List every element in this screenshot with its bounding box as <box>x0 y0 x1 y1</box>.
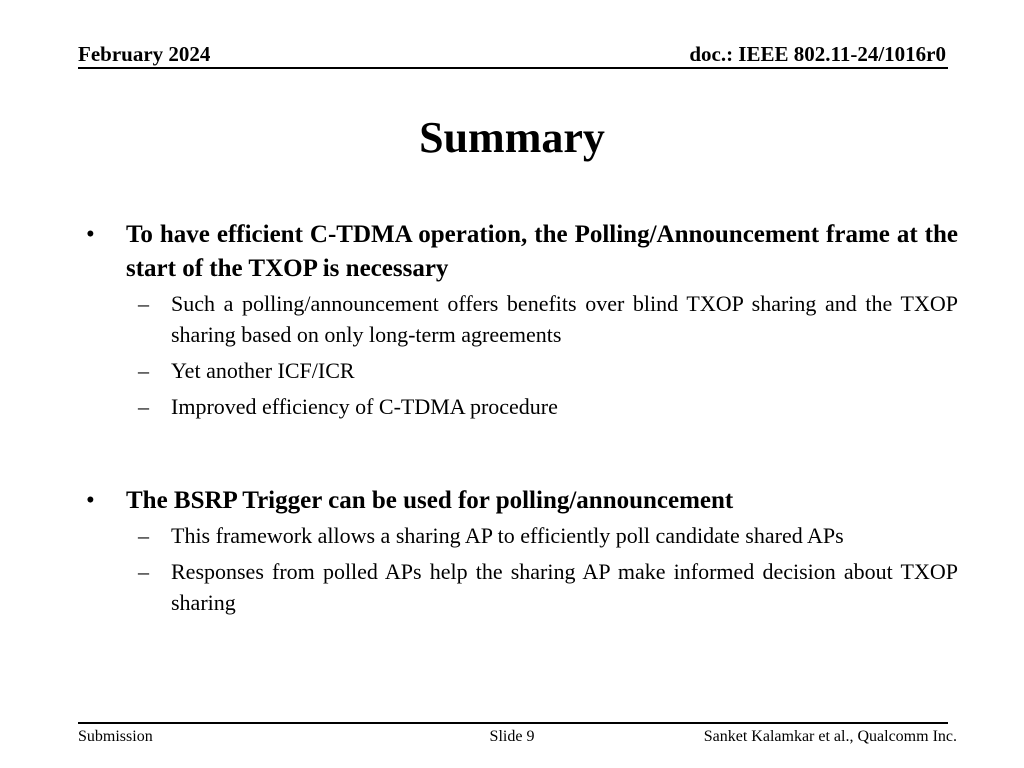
bullet-item <box>80 484 958 518</box>
header-doc-id: doc.: IEEE 802.11-24/1016r0 <box>689 42 946 66</box>
bullet-marker: • <box>86 487 95 514</box>
sub-bullet-item <box>80 391 958 422</box>
sub-bullet-item <box>80 355 958 386</box>
slide-title: Summary <box>419 113 605 162</box>
sub-bullet-marker: – <box>138 358 149 383</box>
sub-bullet-text: Yet another ICF/ICR <box>171 358 355 383</box>
sub-bullet-marker: – <box>138 523 149 548</box>
sub-bullet-list <box>80 288 958 422</box>
sub-bullet-marker: – <box>138 559 149 584</box>
sub-bullet-item <box>80 520 958 551</box>
bullet-marker: • <box>86 221 95 248</box>
footer-authors: Sanket Kalamkar et al., Qualcomm Inc. <box>703 728 957 745</box>
sub-bullet-marker: – <box>138 291 149 316</box>
spacer <box>80 427 958 484</box>
sub-bullet-text: Such a polling/announcement offers benefits over blind TXOP sharing and the TXOP sharing based on only long-term agreements <box>171 291 958 347</box>
bullet-text: The BSRP Trigger can be used for polling/announcement <box>126 487 734 514</box>
footer-submission: Submission <box>78 728 153 745</box>
sub-bullet-item <box>80 556 958 618</box>
sub-bullet-marker: – <box>138 394 149 419</box>
slide-body <box>80 218 958 623</box>
sub-bullet-list <box>80 520 958 618</box>
sub-bullet-text: This framework allows a sharing AP to efficiently poll candidate shared APs <box>171 523 844 548</box>
bullet-item <box>80 218 958 286</box>
footer-slide-number: Slide 9 <box>489 728 535 745</box>
header-date: February 2024 <box>78 42 211 66</box>
sub-bullet-item <box>80 288 958 350</box>
header-divider <box>78 67 948 69</box>
bullet-text: To have efficient C-TDMA operation, the Polling/Announcement frame at the start of the TXOP is necessary <box>126 221 958 282</box>
sub-bullet-text: Responses from polled APs help the sharing AP make informed decision about TXOP sharing <box>171 559 958 615</box>
footer-divider <box>78 722 948 724</box>
sub-bullet-text: Improved efficiency of C-TDMA procedure <box>171 394 558 419</box>
